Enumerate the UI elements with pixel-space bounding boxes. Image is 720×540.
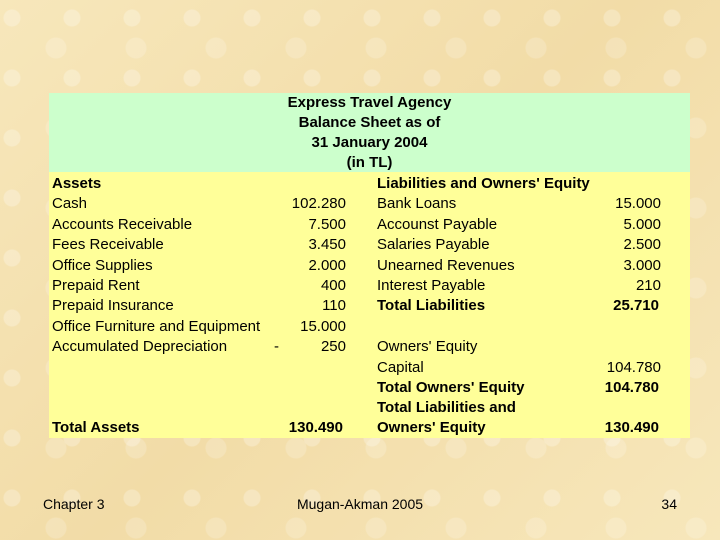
asset-value: 110 [322, 297, 346, 314]
statement-title: Balance Sheet as of [298, 114, 441, 131]
grand-total-label-line2: Owners' Equity [377, 419, 486, 436]
asset-label: Accounts Receivable [52, 216, 193, 233]
asset-label: Accumulated Depreciation [52, 338, 228, 355]
asset-value: 250 [320, 338, 346, 355]
grand-total-value: 130.490 [604, 419, 659, 436]
grand-total-label-line1: Total Liabilities and [377, 399, 516, 416]
asset-value: 3.450 [308, 236, 346, 253]
asset-label: Cash [52, 195, 88, 212]
balance-sheet-table [49, 93, 690, 438]
asset-value: 400 [320, 277, 346, 294]
currency-note: (in TL) [346, 154, 393, 171]
asset-label: Fees Receivable [52, 236, 164, 253]
footer-chapter: Chapter 3 [43, 496, 105, 512]
total-assets-value: 130.490 [288, 419, 343, 436]
asset-value: 15.000 [300, 318, 346, 335]
statement-date: 31 January 2004 [311, 134, 428, 151]
liability-label: Bank Loans [377, 195, 457, 212]
equity-heading: Owners' Equity [377, 338, 478, 355]
liability-label: Accounst Payable [377, 216, 498, 233]
total-liabilities-value: 25.710 [613, 297, 659, 314]
minus-sign: - [274, 338, 279, 355]
liability-value: 15.000 [615, 195, 661, 212]
assets-heading: Assets [52, 175, 102, 192]
liability-value: 5.000 [623, 216, 661, 233]
capital-label: Capital [377, 359, 424, 376]
company-name: Express Travel Agency [287, 94, 452, 111]
liability-value: 2.500 [623, 236, 661, 253]
liability-value: 3.000 [623, 257, 661, 274]
total-liabilities-label: Total Liabilities [377, 297, 486, 314]
total-equity-value: 104.780 [604, 379, 659, 396]
sheet-header [49, 93, 690, 172]
liability-label: Unearned Revenues [377, 257, 515, 274]
liabilities-heading: Liabilities and Owners' Equity [377, 175, 590, 192]
asset-value: 102.280 [291, 195, 346, 212]
total-equity-label: Total Owners' Equity [377, 379, 525, 396]
liability-label: Interest Payable [377, 277, 486, 294]
footer-page-number: 34 [661, 496, 677, 512]
total-assets-label: Total Assets [52, 419, 140, 436]
asset-label: Office Furniture and Equipment [52, 318, 261, 335]
asset-label: Office Supplies [52, 257, 153, 274]
asset-value: 2.000 [308, 257, 346, 274]
asset-value: 7.500 [308, 216, 346, 233]
liability-value: 210 [635, 277, 661, 294]
asset-label: Prepaid Insurance [52, 297, 174, 314]
liability-label: Salaries Payable [377, 236, 490, 253]
capital-value: 104.780 [606, 359, 661, 376]
footer-author: Mugan-Akman 2005 [296, 496, 424, 512]
asset-label: Prepaid Rent [52, 277, 140, 294]
